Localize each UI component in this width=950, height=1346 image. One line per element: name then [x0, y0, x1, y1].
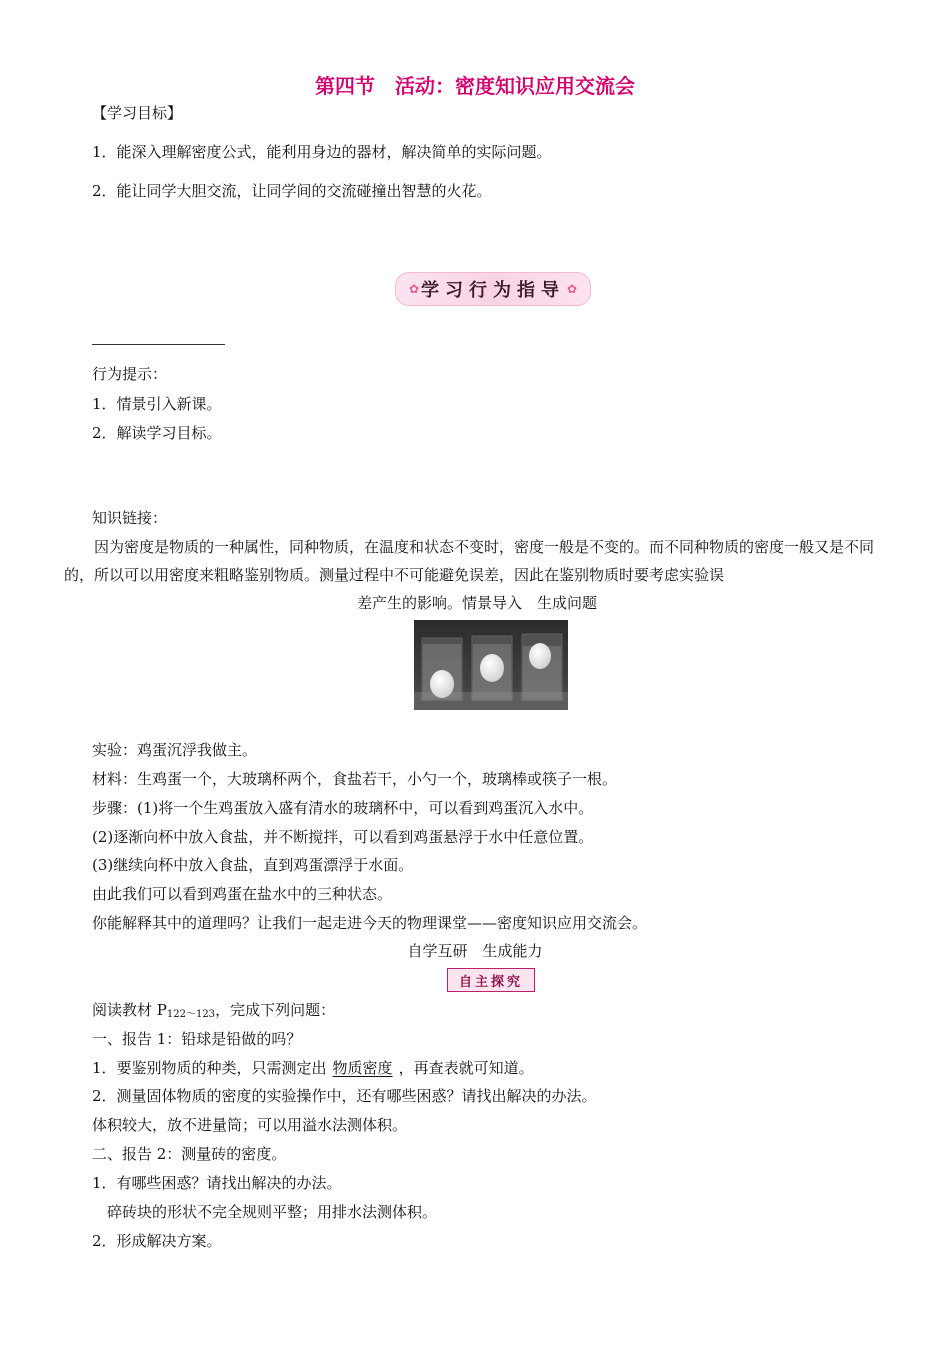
flower-icon: ✿ [408, 282, 419, 296]
knowledge-link-text: 因为密度是物质的一种属性，同种物质，在温度和状态不变时，密度一般是不变的。而不同种物质的密度一般又是不同的，所以可以用密度来粗略鉴别物质。测量过程中不可能避免误差，因此在鉴别物质时要考虑实验误 [64, 538, 875, 584]
egg-experiment-photo [414, 620, 568, 710]
experiment-materials: 材料：生鸡蛋一个，大玻璃杯两个，食盐若干，小勺一个，玻璃棒或筷子一根。 [92, 770, 618, 788]
experiment-title: 实验：鸡蛋沉浮我做主。 [92, 741, 258, 759]
behavior-hints-heading: 行为提示： [92, 365, 168, 383]
reading-pages: 122～123 [166, 1009, 216, 1020]
reading-suffix: ，完成下列问题： [215, 1001, 336, 1019]
egg-glasses-illustration [414, 620, 568, 710]
question-item [92, 1058, 534, 1078]
answer-text: 体积较大，放不进量筒；可以用溢水法测体积。 [92, 1116, 408, 1134]
banner-char: 学 [421, 280, 445, 301]
flower-icon: ✿ [567, 282, 578, 296]
question-item: 2．形成解决方案。 [92, 1232, 222, 1250]
report-heading: 一、报告 1：铅球是铅做的吗？ [92, 1030, 302, 1048]
self-explore-badge: 自主探究 [447, 968, 535, 992]
reading-instruction [92, 1000, 335, 1025]
self-study-heading: 自学互研 生成能力 [407, 942, 543, 960]
answer-text: 碎砖块的形状不完全规则平整；用排水法测体积。 [107, 1203, 438, 1221]
objective-item: 2．能让同学大胆交流，让同学间的交流碰撞出智慧的火花。 [92, 182, 492, 200]
question-suffix: ，再查表就可知道。 [398, 1059, 534, 1077]
page-title: 第四节 活动：密度知识应用交流会 [315, 74, 635, 98]
fill-in-answer: 物质密度 [332, 1059, 393, 1077]
knowledge-link-body [64, 533, 890, 617]
banner-char: 行 [469, 280, 493, 301]
divider-line [92, 344, 225, 345]
knowledge-link-text-last: 差产生的影响。情景导入 生成问题 [356, 594, 597, 612]
experiment-conclusion: 由此我们可以看到鸡蛋在盐水中的三种状态。 [92, 885, 393, 903]
banner-char: 为 [493, 280, 517, 301]
experiment-step: (2)逐渐向杯中放入食盐，并不断搅拌，可以看到鸡蛋悬浮于水中任意位置。 [92, 828, 594, 846]
behavior-guide-banner [395, 272, 591, 306]
objective-item: 1．能深入理解密度公式，能利用身边的器材，解决简单的实际问题。 [92, 143, 552, 161]
experiment-step: (3)继续向杯中放入食盐，直到鸡蛋漂浮于水面。 [92, 856, 414, 874]
question-prefix: 1．要鉴别物质的种类，只需测定出 [92, 1059, 327, 1077]
behavior-hint-item: 1．情景引入新课。 [92, 395, 222, 413]
banner-char: 习 [445, 280, 469, 301]
experiment-question: 你能解释其中的道理吗？让我们一起走进今天的物理课堂——密度知识应用交流会。 [92, 914, 648, 932]
objectives-heading: 【学习目标】 [92, 104, 183, 122]
banner-char: 指 [517, 280, 541, 301]
reading-prefix: 阅读教材 P [92, 1001, 167, 1019]
knowledge-link-heading: 知识链接： [92, 509, 168, 527]
banner-char: 导 [541, 280, 565, 301]
behavior-hint-item: 2．解读学习目标。 [92, 424, 222, 442]
question-item: 1．有哪些困惑？请找出解决的办法。 [92, 1174, 342, 1192]
report-heading: 二、报告 2：测量砖的密度。 [92, 1145, 287, 1163]
question-item: 2．测量固体物质的密度的实验操作中，还有哪些困惑？请找出解决的办法。 [92, 1087, 597, 1105]
experiment-step: 步骤：(1)将一个生鸡蛋放入盛有清水的玻璃杯中，可以看到鸡蛋沉入水中。 [92, 799, 594, 817]
